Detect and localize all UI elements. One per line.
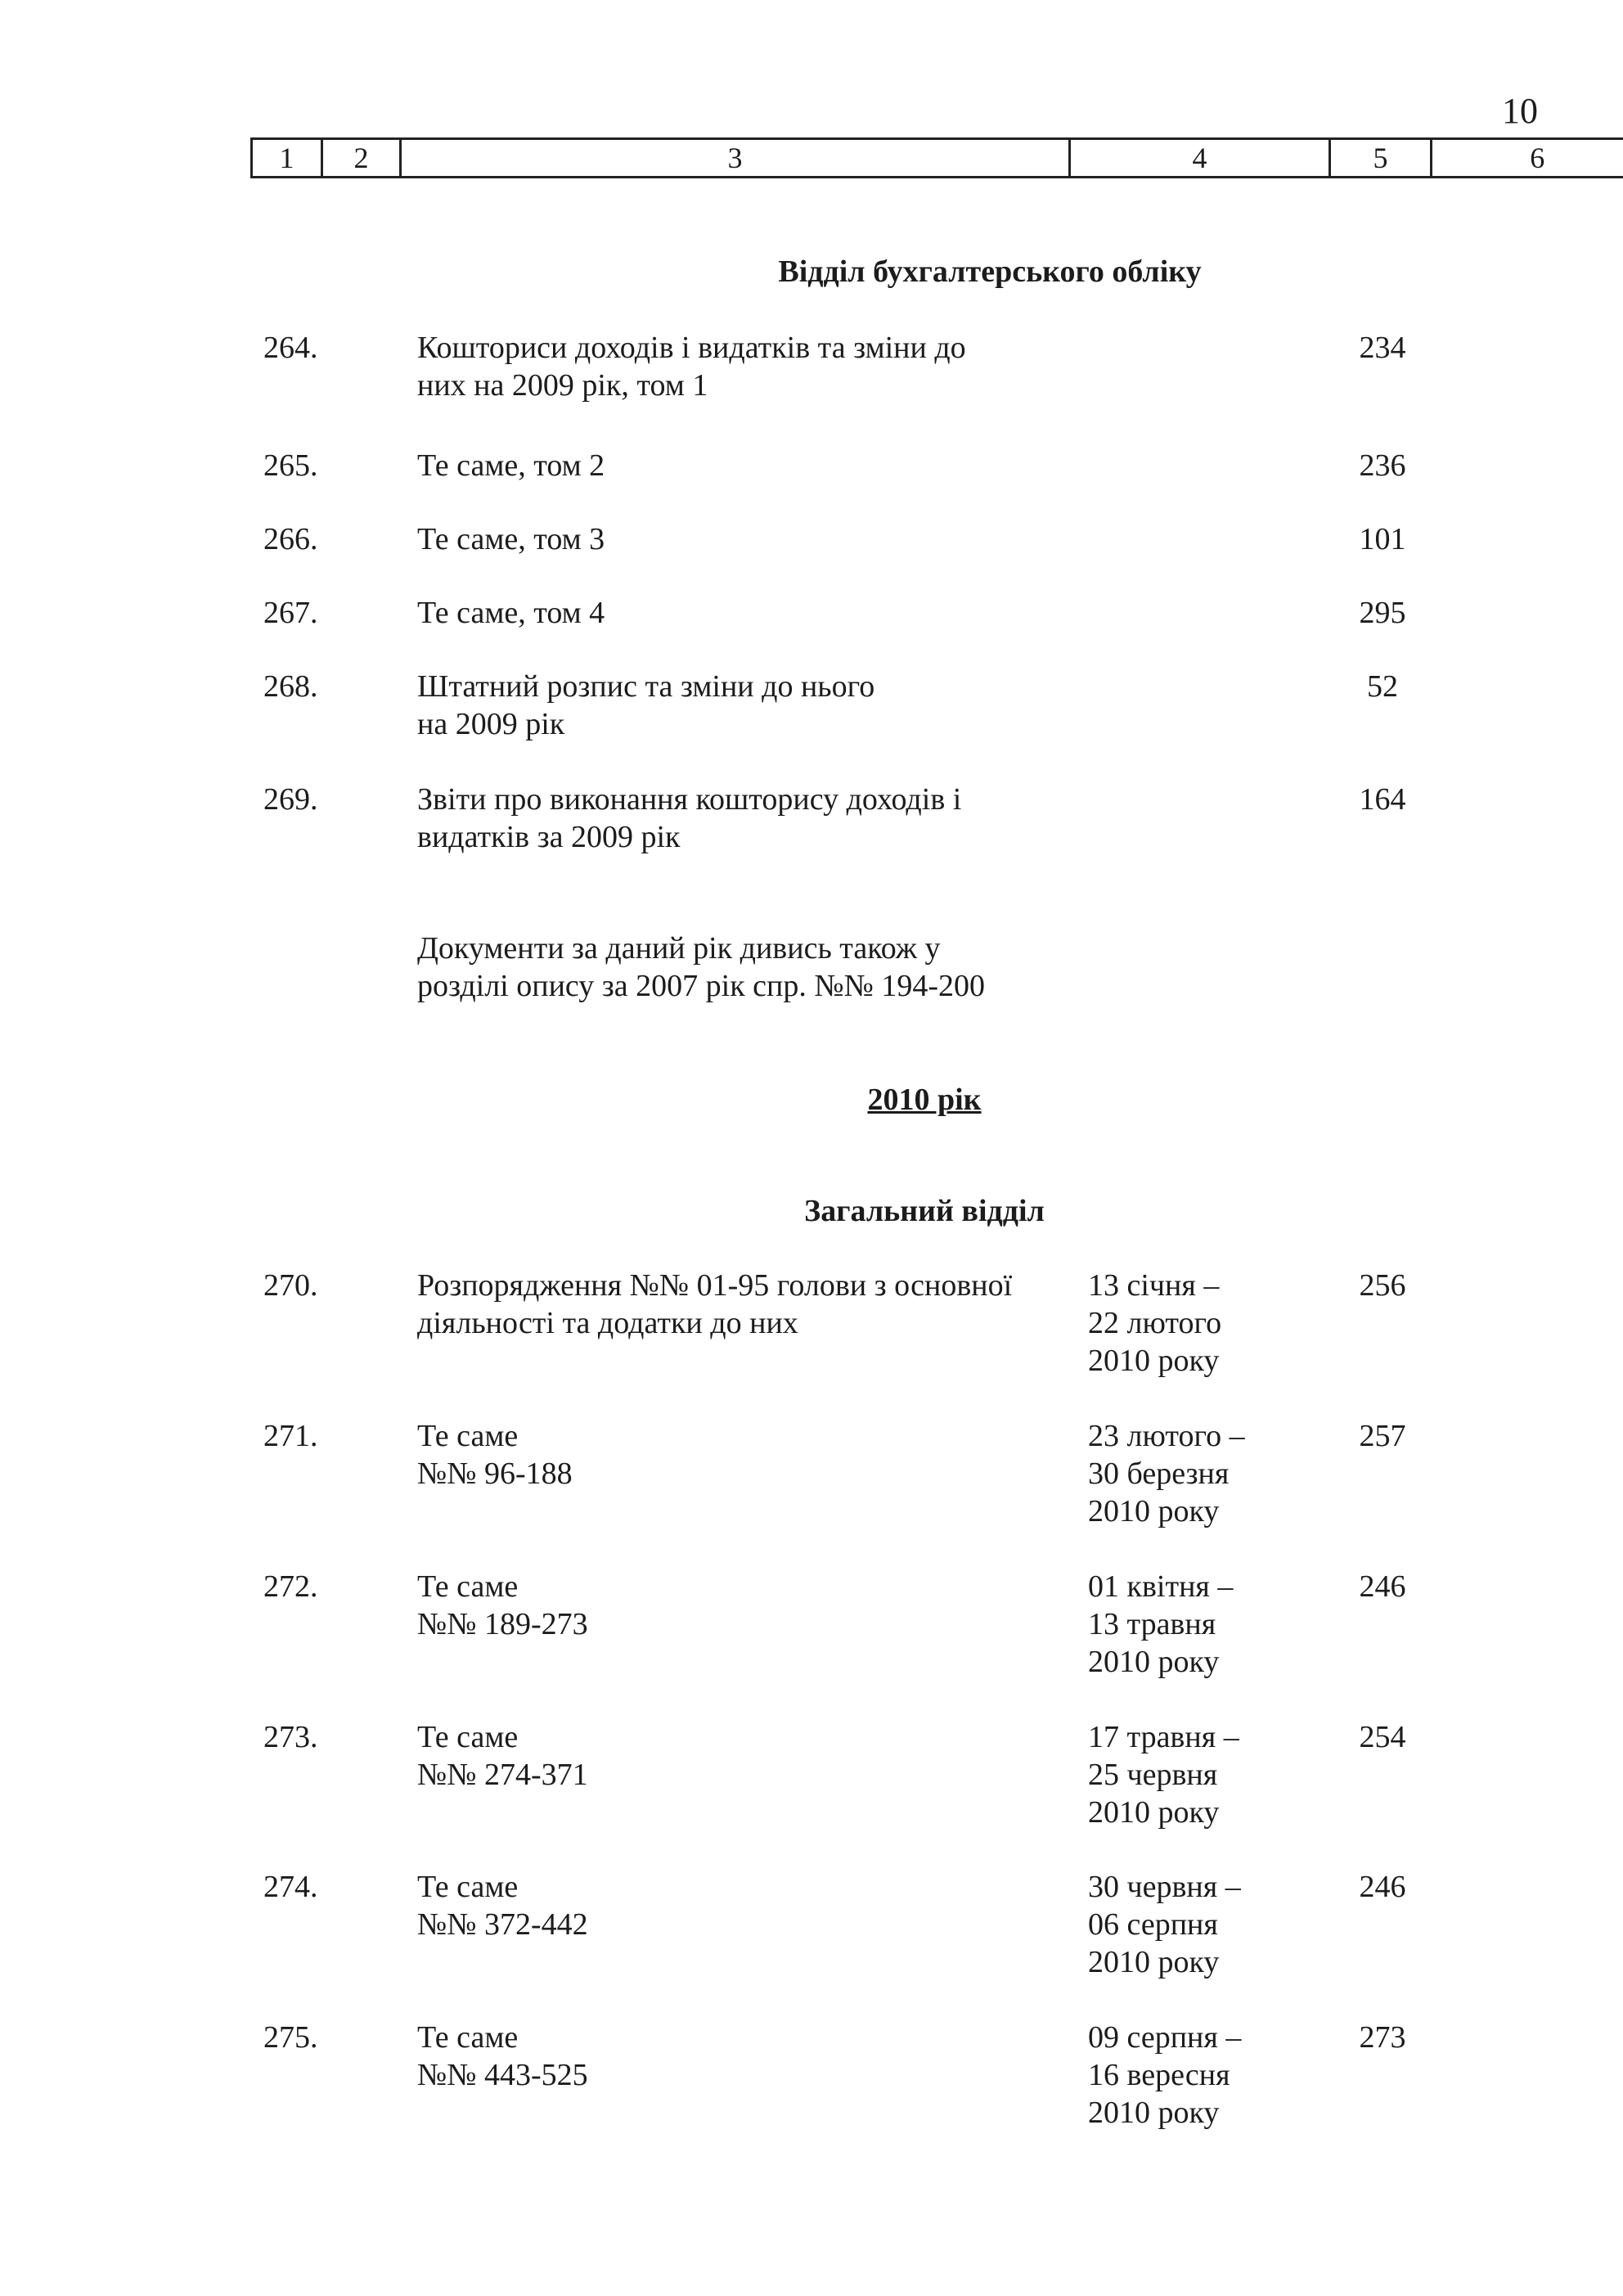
entry-number: 267. [263, 596, 318, 630]
entry-number: 274. [263, 1870, 318, 1904]
entry-sheet-count: 256 [1359, 1268, 1406, 1303]
entry-number: 275. [263, 2020, 318, 2055]
entry-title-line: №№ 189-273 [417, 1607, 588, 1641]
column-number-3: 3 [401, 139, 1070, 178]
entry-title [417, 447, 1072, 484]
entry-date-line: 13 травня [1088, 1607, 1216, 1641]
entry-title [417, 1568, 1072, 1643]
column-number-header [250, 137, 1623, 178]
entry-date-line: 13 січня – [1088, 1268, 1220, 1303]
entry-dates [1088, 1417, 1309, 1530]
entry-number: 273. [263, 1720, 318, 1754]
entry-date-line: 01 квітня – [1088, 1569, 1234, 1604]
entry-title-line: Те саме [417, 1569, 519, 1604]
entry-number: 268. [263, 669, 318, 704]
entry-date-line: 2010 року [1088, 1344, 1220, 1378]
entry-title-line: Те саме [417, 1870, 519, 1904]
entry-date-line: 30 березня [1088, 1456, 1230, 1491]
entry-title-line: на 2009 рік [417, 707, 565, 741]
entry-title [417, 1417, 1072, 1492]
entry-sheet-count: 295 [1359, 596, 1406, 630]
entry-date-line: 30 червня – [1088, 1870, 1241, 1904]
entry-sheet-count: 254 [1359, 1720, 1406, 1754]
entry-sheet-count: 101 [1359, 522, 1406, 556]
entry-sheet-count: 52 [1367, 669, 1398, 704]
entry-date-line: 2010 року [1088, 1945, 1220, 1979]
entry-title-line: Звіти про виконання кошторису доходів і [417, 782, 962, 817]
entry-title-line: Те саме, том 3 [417, 522, 605, 556]
entry-number: 269. [263, 782, 318, 817]
entry-title-line: №№ 96-188 [417, 1456, 573, 1491]
column-number-2: 2 [322, 139, 401, 178]
entry-title-line: Те саме [417, 2020, 519, 2055]
entry-sheet-count: 234 [1359, 331, 1406, 365]
entry-sheet-count: 236 [1359, 448, 1406, 483]
entry-title-line: видатків за 2009 рік [417, 820, 681, 854]
column-number-4: 4 [1070, 139, 1330, 178]
entry-number: 271. [263, 1419, 318, 1453]
entry-title [417, 594, 1072, 632]
entry-number: 264. [263, 331, 318, 365]
entry-title-line: Штатний розпис та зміни до нього [417, 669, 875, 704]
column-number-1: 1 [252, 139, 322, 178]
entry-dates [1088, 2019, 1309, 2132]
entry-number: 266. [263, 522, 318, 556]
entry-title-line: №№ 372-442 [417, 1907, 588, 1942]
entry-date-line: 2010 року [1088, 1645, 1220, 1679]
entry-number: 265. [263, 448, 318, 483]
entry-title [417, 1718, 1072, 1794]
entry-title-line: Те саме [417, 1419, 519, 1453]
section-title-accounting: Відділ бухгалтерського обліку [778, 254, 1202, 289]
entry-title-line: №№ 443-525 [417, 2058, 588, 2092]
entry-date-line: 09 серпня – [1088, 2020, 1242, 2055]
entry-title-line: Те саме [417, 1720, 519, 1754]
entry-title-line: них на 2009 рік, том 1 [417, 368, 708, 403]
entry-date-line: 22 лютого [1088, 1306, 1222, 1340]
section-title-general: Загальний відділ [804, 1194, 1045, 1228]
entry-title [417, 1868, 1072, 1943]
entry-sheet-count: 164 [1359, 782, 1406, 817]
entry-title-line: Те саме, том 4 [417, 596, 605, 630]
year-heading: 2010 рік [867, 1083, 982, 1117]
entry-title-line: №№ 274-371 [417, 1758, 588, 1792]
entry-date-line: 17 травня – [1088, 1720, 1239, 1754]
entry-dates [1088, 1568, 1309, 1681]
entry-number: 270. [263, 1268, 318, 1303]
entry-title [417, 1267, 1072, 1342]
entry-dates [1088, 1267, 1309, 1380]
entry-title [417, 520, 1072, 558]
cross-reference-note [417, 930, 985, 1005]
entry-sheet-count: 246 [1359, 1569, 1406, 1604]
entry-title-line: Кошториси доходів і видатків та зміни до [417, 331, 966, 365]
column-number-5: 5 [1330, 139, 1432, 178]
entry-date-line: 06 серпня [1088, 1907, 1218, 1942]
entry-date-line: 2010 року [1088, 2096, 1220, 2130]
entry-date-line: 23 лютого – [1088, 1419, 1245, 1453]
entry-title-line: Розпорядження №№ 01-95 голови з основної [417, 1268, 1013, 1303]
entry-title-line: діяльності та додатки до них [417, 1306, 798, 1340]
entry-sheet-count: 246 [1359, 1870, 1406, 1904]
entry-title [417, 329, 1072, 404]
entry-title [417, 668, 1072, 743]
column-number-6: 6 [1432, 139, 1623, 178]
entry-title [417, 781, 1072, 856]
entry-number: 272. [263, 1569, 318, 1604]
entry-date-line: 2010 року [1088, 1795, 1220, 1830]
entry-dates [1088, 1868, 1309, 1981]
entry-title [417, 2019, 1072, 2094]
entry-title-line: Те саме, том 2 [417, 448, 605, 483]
page-number: 10 [1502, 91, 1538, 131]
note-line: Документи за даний рік дивись також у [417, 931, 941, 966]
entry-date-line: 16 вересня [1088, 2058, 1230, 2092]
entry-dates [1088, 1718, 1309, 1831]
entry-date-line: 25 червня [1088, 1758, 1218, 1792]
entry-date-line: 2010 року [1088, 1494, 1220, 1528]
entry-sheet-count: 257 [1359, 1419, 1406, 1453]
entry-sheet-count: 273 [1359, 2020, 1406, 2055]
note-line: розділі опису за 2007 рік спр. №№ 194-200 [417, 969, 986, 1003]
